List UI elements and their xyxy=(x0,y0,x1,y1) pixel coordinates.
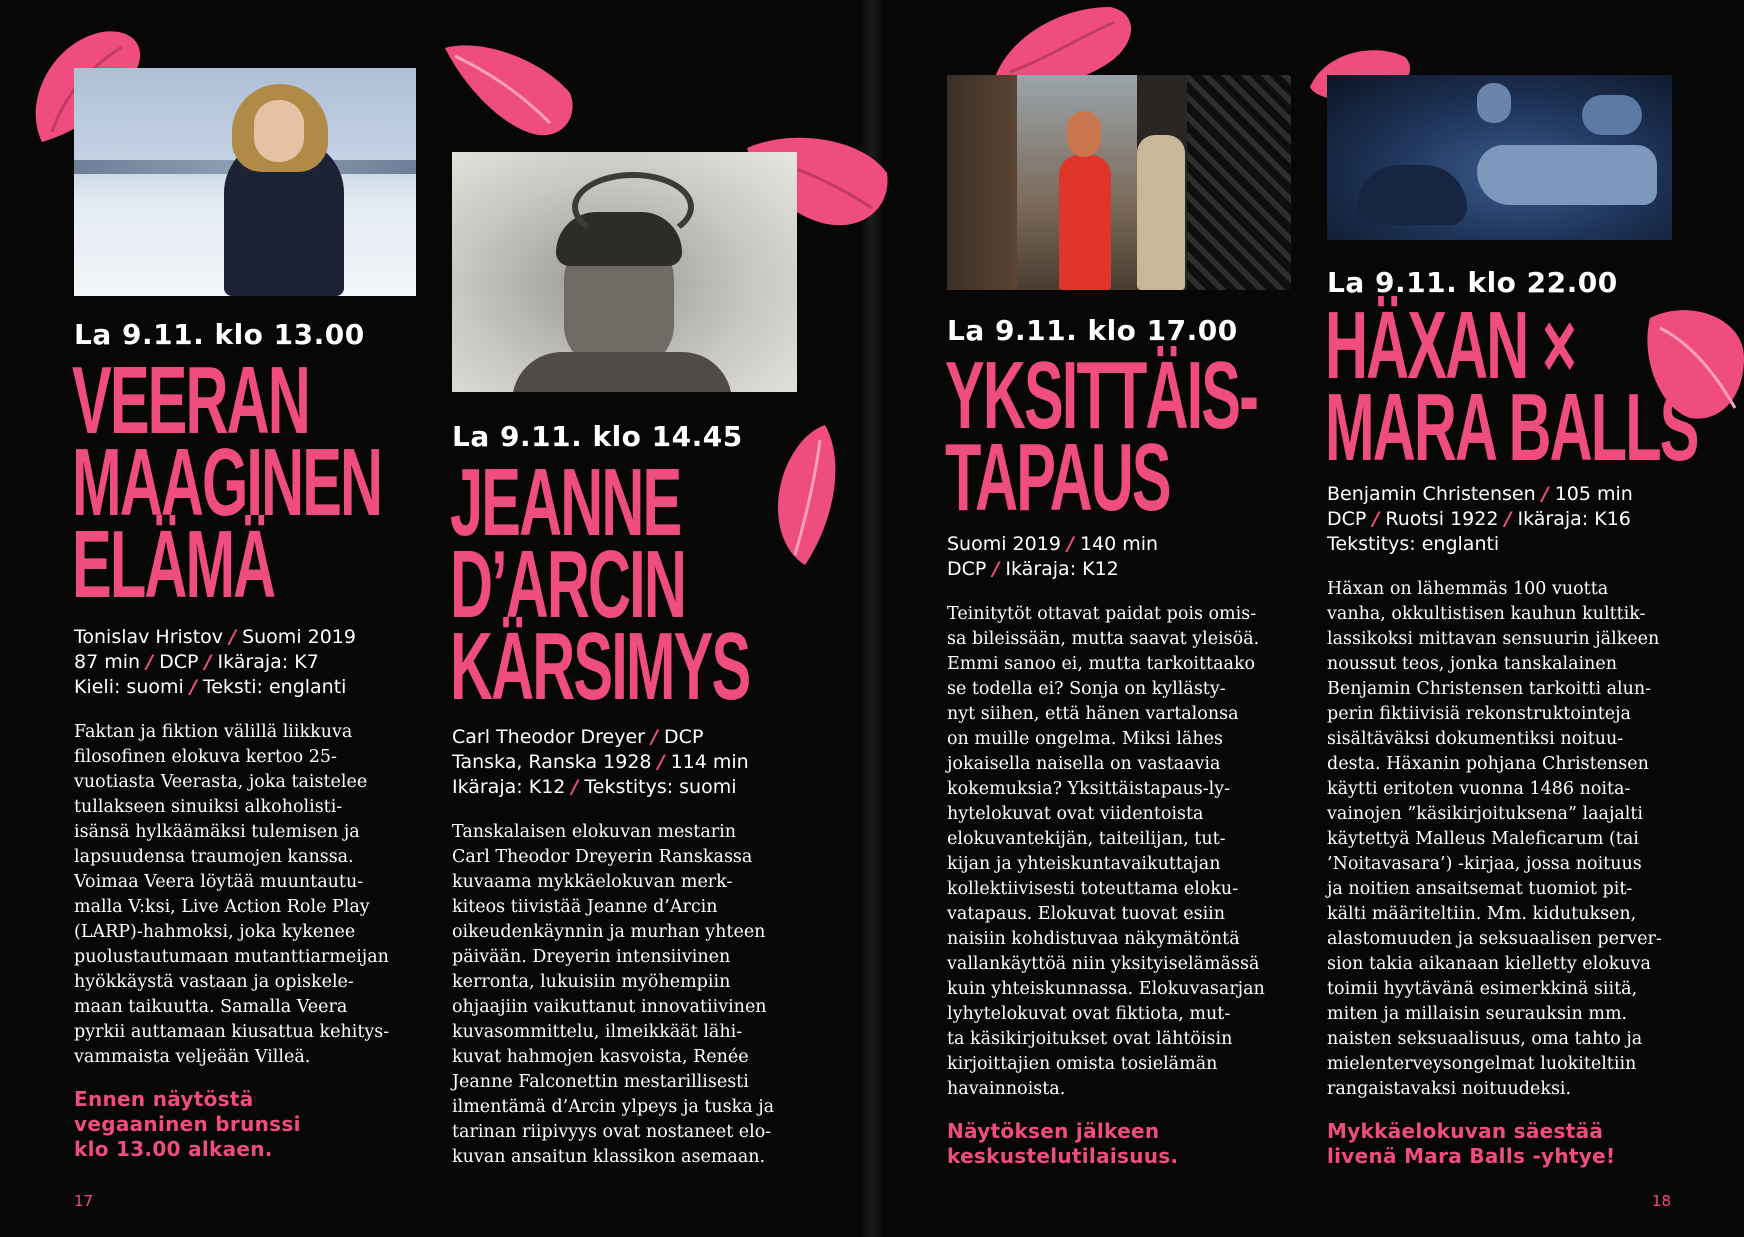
woman-red-dress xyxy=(1059,155,1111,290)
figure-face xyxy=(254,100,304,162)
film-meta: Carl Theodor Dreyer / DCP Tanska, Ranska 1928 / 114 min Ikäraja: K12 / Tekstitys: suomi xyxy=(452,726,749,798)
crown-of-straw xyxy=(572,172,694,242)
film-meta: Benjamin Christensen / 105 min DCP / Ruotsi 1922 / Ikäraja: K16 Tekstitys: englanti xyxy=(1327,483,1633,555)
man-figure xyxy=(1137,135,1185,290)
screening-note: Mykkäelokuvan säestää livenä Mara Balls -yhtye! xyxy=(1327,1119,1616,1168)
skull xyxy=(1477,83,1511,123)
page-number: 18 xyxy=(1652,1192,1672,1210)
screening-datetime: La 9.11. klo 17.00 xyxy=(947,314,1238,347)
window-lattice xyxy=(1187,75,1291,290)
doorway xyxy=(947,75,1017,290)
film-title: JEANNE D’ARCIN KÄRSIMYS xyxy=(450,449,750,720)
film-still-yksittaistapaus xyxy=(947,75,1291,290)
woman-head xyxy=(1067,111,1101,157)
film-still-veera xyxy=(74,68,416,296)
film-title: VEERAN MAAGINEN ELÄMÄ xyxy=(72,347,382,618)
witch-hands xyxy=(1582,95,1642,135)
screening-datetime: La 9.11. klo 13.00 xyxy=(74,318,365,351)
film-title: HÄXAN × MARA BALLS xyxy=(1325,292,1698,481)
film-meta: Tonislav Hristov / Suomi 2019 87 min / DCP / Ikäraja: K7 Kieli: suomi / Teksti: englanti xyxy=(74,626,356,698)
screening-datetime: La 9.11. klo 14.45 xyxy=(452,420,743,453)
page-number: 17 xyxy=(74,1192,94,1210)
screening-datetime: La 9.11. klo 22.00 xyxy=(1327,266,1618,299)
film-description: Tanskalaisen elokuvan mestarin Carl Theodor Dreyerin Ranskassa kuvaama mykkäelokuvan merk- kiteos tiivistää Jeanne d’Arcin oikeudenkäynnin ja murhan yhteen päivään. Dreyerin intensiivinen kerronta, lukuisiin myöhempiin ohjaajiin vaikuttanut innovatiivinen kuvasommittelu, ilmeikkäät lähi- kuvat hahmojen kasvoista, Renée Jeanne Falconettin mestarillisesti ilmentämä d’Arcin ylpeys ja tuska ja tarinan riipivyys ovat nostaneet elo- kuvan ansaitun klassikon asemaan. xyxy=(452,822,775,1167)
cauldron xyxy=(1357,165,1467,225)
film-description: Faktan ja fiktion välillä liikkuva filosofinen elokuva kertoo 25- vuotiasta Veerasta, joka taistelee tullakseen sinuiksi alkoholisti- isänsä hylkäämäksi tulemisen ja lapsuudensa traumojen kanssa. Voimaa Veera löytää muuntautu- malla V:ksi, Live Action Role Play (LARP)-hahmoksi, joka kykenee puolustautumaan mutanttiarmeijan hyökkäystä vastaan ja opiskele- maan taikuutta. Samalla Veera pyrkii auttamaan kiusattua kehitys- vammaista veljeään Villeä. xyxy=(74,722,390,1067)
figure-shoulder xyxy=(512,352,732,392)
film-still-haxan xyxy=(1327,75,1672,240)
film-title: YKSITTÄIS- TAPAUS xyxy=(945,342,1258,531)
petal-decoration xyxy=(440,38,580,148)
petal-decoration xyxy=(765,420,845,570)
screening-note: Näytöksen jälkeen keskustelutilaisuus. xyxy=(947,1119,1179,1168)
film-meta: Suomi 2019 / 140 min DCP / Ikäraja: K12 xyxy=(947,533,1159,580)
reclining-figure xyxy=(1477,145,1657,205)
screening-note: Ennen näytöstä vegaaninen brunssi klo 13.00 alkaen. xyxy=(74,1087,301,1161)
film-still-jeanne xyxy=(452,152,797,392)
film-description: Häxan on lähemmäs 100 vuotta vanha, okkultistisen kauhun kulttik- lassikoksi mittavan sensuurin jälkeen noussut teos, jonka tanskalainen Benjamin Christensen tarkoitti alun- perin fiktiivisiä rekonstruktointeja sisältäväksi dokumentiksi noituu- desta. Häxanin pohjana Christensen käytti eritoten vuonna 1486 noita- vainojen ”käsikirjoituksena” laajalti käytettyä Malleus Maleficarum (tai ’Noitavasara’) -kirjaa, jossa noituus ja noitien ansaitsemat tuomiot pit- kälti määriteltiin. Mm. kidutuksen, alastomuuden ja seksuaalisen perver- sion takia aikanaan kielletty elokuva toimii hyytävänä esimerkkinä siitä, miten ja millaisin seurauksin mm. naisten seksuaalisuus, oma tahto ja mielenterveysongelmat luokiteltiin rangaistavaksi noituudeksi. xyxy=(1327,579,1662,1099)
film-description: Teinitytöt ottavat paidat pois omis- sa bileissään, mutta saavat yleisöä. Emmi sanoo ei, mutta tarkoittaako se todella ei? Sonja on kyllästy- nyt siihen, että hänen vartalonsa on muille ongelma. Miksi lähes jokaisella naisella on vastaavia kokemuksia? Yksittäistapaus-ly- hytelokuvat ovat viidentoista elokuvantekijän, taiteilijan, tut- kijan ja yhteiskuntavaikuttajan kollektiivisesti toteuttama eloku- vatapaus. Elokuvat tuovat esiin naisiin kohdistuvaa näkymätöntä vallankäyttöä niin yksityiselämässä kuin yhteiskunnassa. Elokuvasarjan lyhytelokuvat ovat fiktiota, mut- ta käsikirjoitukset ovat lähtöisin kirjoittajien omista tosielämän havainnoista. xyxy=(947,604,1265,1099)
